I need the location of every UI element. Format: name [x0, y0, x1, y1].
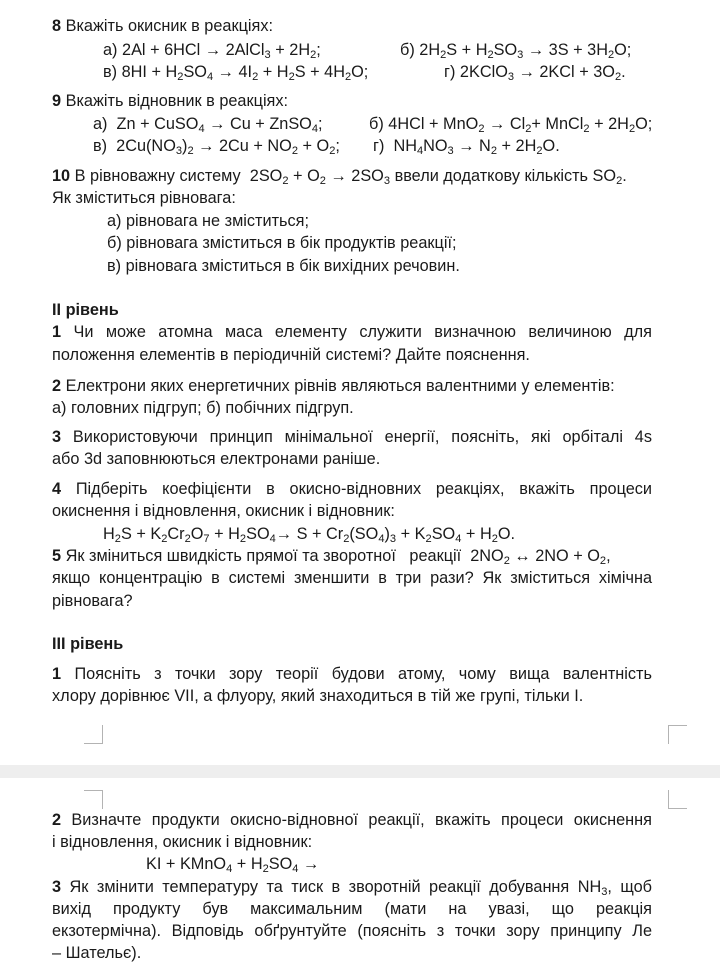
q8-option-v-equation: $8HI + H_2SO_4 \to 4I_2 + H_2S + 4H_2O$; [121, 63, 369, 83]
l2-q5-line-2: якщо концентрацію в системі зменшити в три рази? Як зміститься хімічна [52, 569, 652, 587]
q8-option-g-label: г) [444, 63, 456, 81]
q8-option-b [400, 40, 631, 60]
l3-q1-number: 1 [52, 665, 62, 683]
q9-option-b-equation: $4HCl + MnO_2 \to Cl_2+$ MnCl$_2$ + $2H_2O$; [388, 115, 653, 135]
q8-option-a-equation: 2Al + 6HCl → 2AlCl$_3$ + $2H_2$; [122, 41, 321, 61]
l3-q1-text-1: Поясніть з точки зору теорії будови атому, чому вища валентність [74, 665, 652, 683]
l2-q5-equation: $2NO_2$ ↔ $2NO + O_2$, [470, 547, 611, 567]
q10-text-end: ввели додаткову кількість $SO_2$. [394, 167, 627, 187]
l3-q3-line-4: – Шательє). [52, 944, 142, 962]
l3-q2-line-2: і відновлення, окисник і відновник: [52, 833, 313, 851]
level-3-heading: ІІІ рівень [52, 635, 124, 653]
l2-q3-line-1 [52, 427, 652, 447]
level-2-heading: ІІ рівень [52, 301, 119, 319]
q10-option-c: в) рівновага зміститься в бік вихідних речовин. [107, 257, 460, 275]
document-page-2 [0, 778, 720, 975]
l3-q2-number: 2 [52, 811, 62, 829]
l2-q1-text-1: Чи може атомна маса елементу служити визначною величиною для [73, 323, 653, 341]
l2-q3-line-2: або 3d заповнюються електронами раніше. [52, 450, 381, 468]
q8-option-a [103, 40, 321, 60]
l2-q5-line-3: рівновага? [52, 592, 133, 610]
q10-line-1 [52, 166, 627, 186]
l2-q4-text-1: Підберіть коефіцієнти в окисно-відновних реакціях, вкажіть процеси [75, 480, 652, 498]
q9-option-a-equation: Zn + CuSO$_4$ → Cu + ZnSO$_4$; [116, 115, 323, 135]
l2-q5-text-1: Як зміниться швидкість прямої та зворотної реакції [65, 547, 462, 565]
q8-option-g-equation: 2KClO$_3$ → $2KCl + 3O_2$. [459, 63, 626, 83]
l2-q2-text-1: Електрони яких енергетичних рівнів являються валентними у елементів: [65, 377, 615, 395]
q8-option-v [103, 62, 368, 82]
q9-option-g-label: г) [373, 137, 385, 155]
l2-q1-number: 1 [52, 323, 62, 341]
q10-option-b: б) рівновага зміститься в бік продуктів реакції; [107, 234, 457, 252]
l2-q5-line-1 [52, 546, 611, 566]
l3-q2-text-1: Визначте продукти окисно-відновної реакції, вкажіть процеси окиснення [71, 811, 652, 829]
q8-option-b-equation: $2H_2S + H_2SO_3 \to 3S + 3H_2O$; [419, 41, 632, 61]
q8-option-g [444, 62, 626, 82]
q10-equation: $2SO_2 + O_2 \to 2SO_3$ [249, 167, 391, 187]
q9-option-b-label: б) [369, 115, 384, 133]
q9-option-v-equation: $2Cu(NO_3)_2 \to 2Cu + NO_2 + O_2$; [116, 137, 340, 157]
l2-q2-line-2: а) головних підгруп; б) побічних підгруп. [52, 399, 354, 417]
l2-q2-number: 2 [52, 377, 62, 395]
q9-heading [52, 91, 288, 111]
l2-q4-line-1 [52, 479, 652, 499]
page-margin-mark [668, 790, 687, 809]
page-margin-mark [84, 725, 103, 744]
q8-option-v-label: в) [103, 63, 118, 81]
q8-heading [52, 16, 273, 36]
page-separator [0, 765, 720, 778]
l2-q4-equation: $H_2S + K_2Cr_2O_7 + H_2SO_4\to S + Cr_2(SO_4)_3 + K_2SO_4 + H_2O$. [103, 525, 516, 545]
l3-q3-line-1 [52, 877, 652, 897]
q9-option-a [93, 114, 323, 134]
q10-option-a: а) рівновага не зміститься; [107, 212, 310, 230]
q8-option-b-label: б) [400, 41, 415, 59]
l2-q1-line-1 [52, 322, 652, 342]
page-margin-mark [84, 790, 103, 809]
q10-text-start: В рівноважну систему [74, 167, 241, 185]
l3-q3-text-1: Як змінити температуру та тиск в зворотній реакції добування $NH_3$, щоб [69, 878, 652, 898]
q9-option-b [369, 114, 652, 134]
q9-number: 9 [52, 92, 62, 110]
q10-line-2: Як зміститься рівновага: [52, 189, 236, 207]
l3-q3-line-3: екзотермічна). Відповідь обґрунтуйте (поясніть з точки зору принципу Ле [52, 922, 652, 940]
l2-q3-number: 3 [52, 428, 62, 446]
l2-q3-text-1: Використовуючи принцип мінімальної енергії, поясніть, які орбіталі 4s [72, 428, 652, 446]
l3-q2-line-1 [52, 810, 652, 830]
q8-option-a-label: а) [103, 41, 118, 59]
l3-q2-equation: KI + KMnO$_4$ + $H_2SO_4$ → [146, 855, 320, 875]
l3-q1-line-2: хлору дорівнює VII, а флуору, який знаходиться в тій же групі, тільки I. [52, 687, 584, 705]
q8-title: Вкажіть окисник в реакціях: [65, 17, 273, 35]
l3-q3-line-2: вихід продукту був максимальним (мати на увазі, що реакція [52, 900, 652, 918]
l2-q1-line-2: положення елементів в періодичній системі? Дайте пояснення. [52, 346, 530, 364]
q9-option-g-equation: $NH_4NO_3 \to N_2 + 2H_2O$. [393, 137, 560, 157]
l2-q5-number: 5 [52, 547, 62, 565]
q9-option-v-label: в) [93, 137, 108, 155]
l2-q2-line-1 [52, 376, 615, 396]
l2-q4-number: 4 [52, 480, 62, 498]
l3-q3-number: 3 [52, 878, 62, 896]
q9-option-g [373, 136, 560, 156]
q8-number: 8 [52, 17, 62, 35]
q9-option-v [93, 136, 340, 156]
page-margin-mark [668, 725, 687, 744]
q9-title: Вкажіть відновник в реакціях: [65, 92, 289, 110]
q9-option-a-label: а) [93, 115, 108, 133]
l2-q4-line-2: окиснення і відновлення, окисник і відновник: [52, 502, 395, 520]
l3-q1-line-1 [52, 664, 652, 684]
q10-number: 10 [52, 167, 71, 185]
